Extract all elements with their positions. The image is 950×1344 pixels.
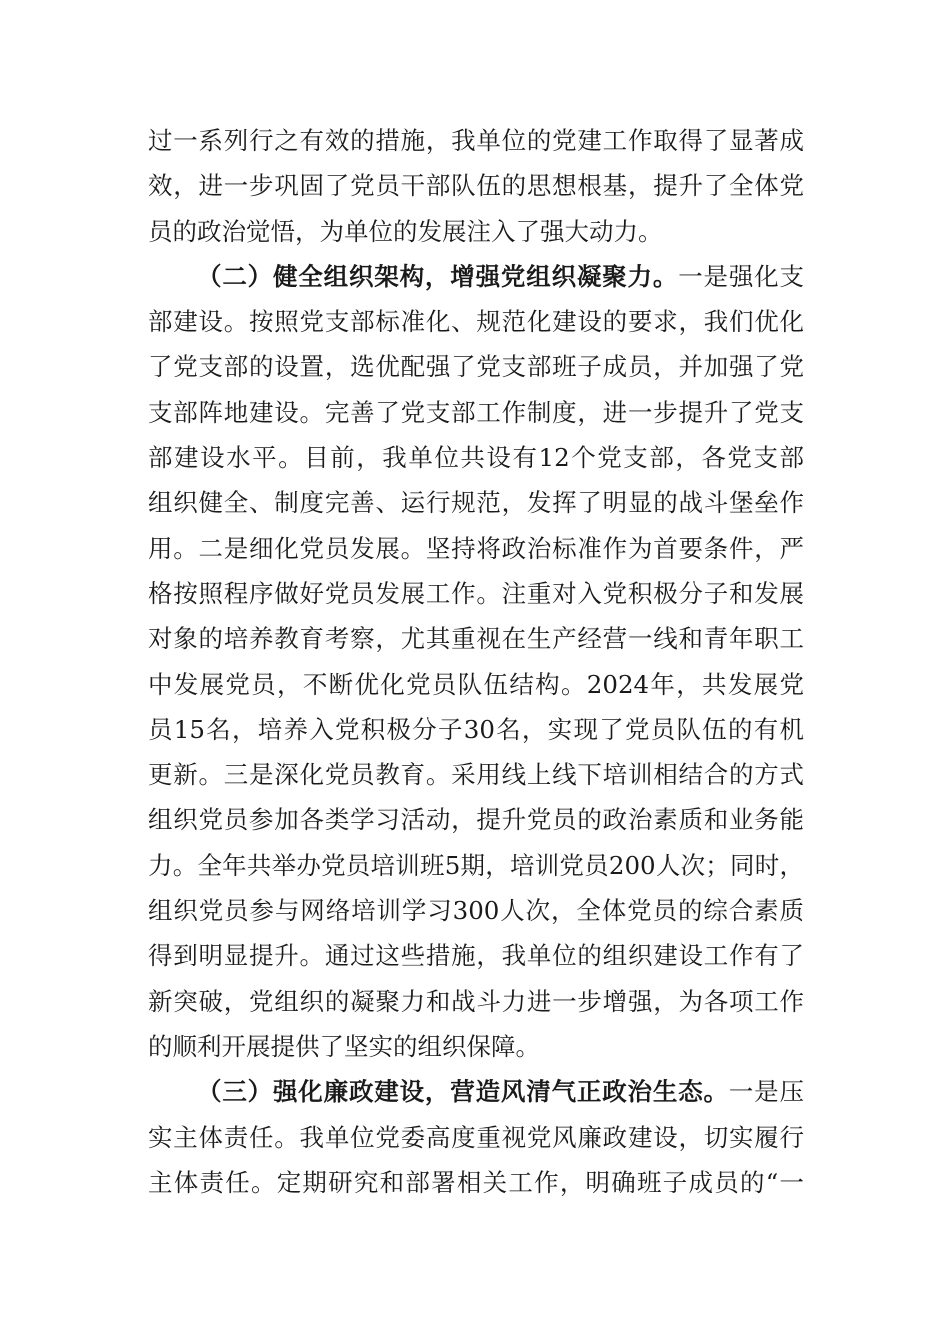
text-line: 对象的培养教育考察，尤其重视在生产经营一线和青年职工: [148, 624, 804, 654]
text-line: 的顺利开展提供了坚实的组织保障。: [148, 1031, 540, 1061]
text-line: 力。全年共举办党员培训班5期，培训党员200人次；同时，: [148, 850, 804, 880]
text-line: 组织党员参与网络培训学习300人次，全体党员的综合素质: [148, 896, 804, 926]
text-line: 员的政治觉悟，为单位的发展注入了强大动力。: [148, 216, 663, 246]
text-line: 实主体责任。我单位党委高度重视党风廉政建设，切实履行: [148, 1122, 804, 1152]
text-line: 格按照程序做好党员发展工作。注重对入党积极分子和发展: [148, 578, 804, 608]
text-line: 过一系列行之有效的措施，我单位的党建工作取得了显著成: [148, 126, 804, 155]
text-line: 新突破，党组织的凝聚力和战斗力进一步增强，为各项工作: [148, 986, 804, 1016]
text-line: 了党支部的设置，选优配强了党支部班子成员，并加强了党: [148, 352, 804, 382]
text-line: [148, 1069, 804, 1114]
text-line: 部建设。按照党支部标准化、规范化建设的要求，我们优化: [148, 307, 804, 337]
text-run: 一是压: [728, 1077, 805, 1107]
text-line: 得到明显提升。通过这些措施，我单位的组织建设工作有了: [148, 941, 804, 971]
text-line: 支部阵地建设。完善了党支部工作制度，进一步提升了党支: [148, 397, 804, 427]
text-line: 组织党员参加各类学习活动，提升党员的政治素质和业务能: [148, 805, 804, 835]
text-line: 用。二是细化党员发展。坚持将政治标准作为首要条件，严: [148, 533, 804, 563]
text-run: 一是强化支: [678, 261, 805, 291]
paragraph-3: [148, 1069, 804, 1205]
document-page: [148, 118, 804, 1205]
text-line: 中发展党员，不断优化党员队伍结构。2024年，共发展党: [148, 669, 804, 699]
paragraph-2: [148, 254, 804, 1069]
text-line: 效，进一步巩固了党员干部队伍的思想根基，提升了全体党: [148, 171, 804, 201]
text-line: 主体责任。定期研究和部署相关工作，明确班子成员的“一: [148, 1167, 804, 1197]
paragraph-1: [148, 118, 804, 254]
text-line: 员15名，培养入党积极分子30名，实现了党员队伍的有机: [148, 714, 804, 744]
text-line: 组织健全、制度完善、运行规范，发挥了明显的战斗堡垒作: [148, 488, 804, 518]
section-heading: （二）健全组织架构，增强党组织凝聚力。: [197, 261, 679, 291]
section-heading: （三）强化廉政建设，营造风清气正政治生态。: [197, 1077, 729, 1107]
text-line: 部建设水平。目前，我单位共设有12个党支部，各党支部: [148, 443, 804, 473]
text-line: 更新。三是深化党员教育。采用线上线下培训相结合的方式: [148, 760, 804, 790]
text-line: [148, 254, 804, 299]
